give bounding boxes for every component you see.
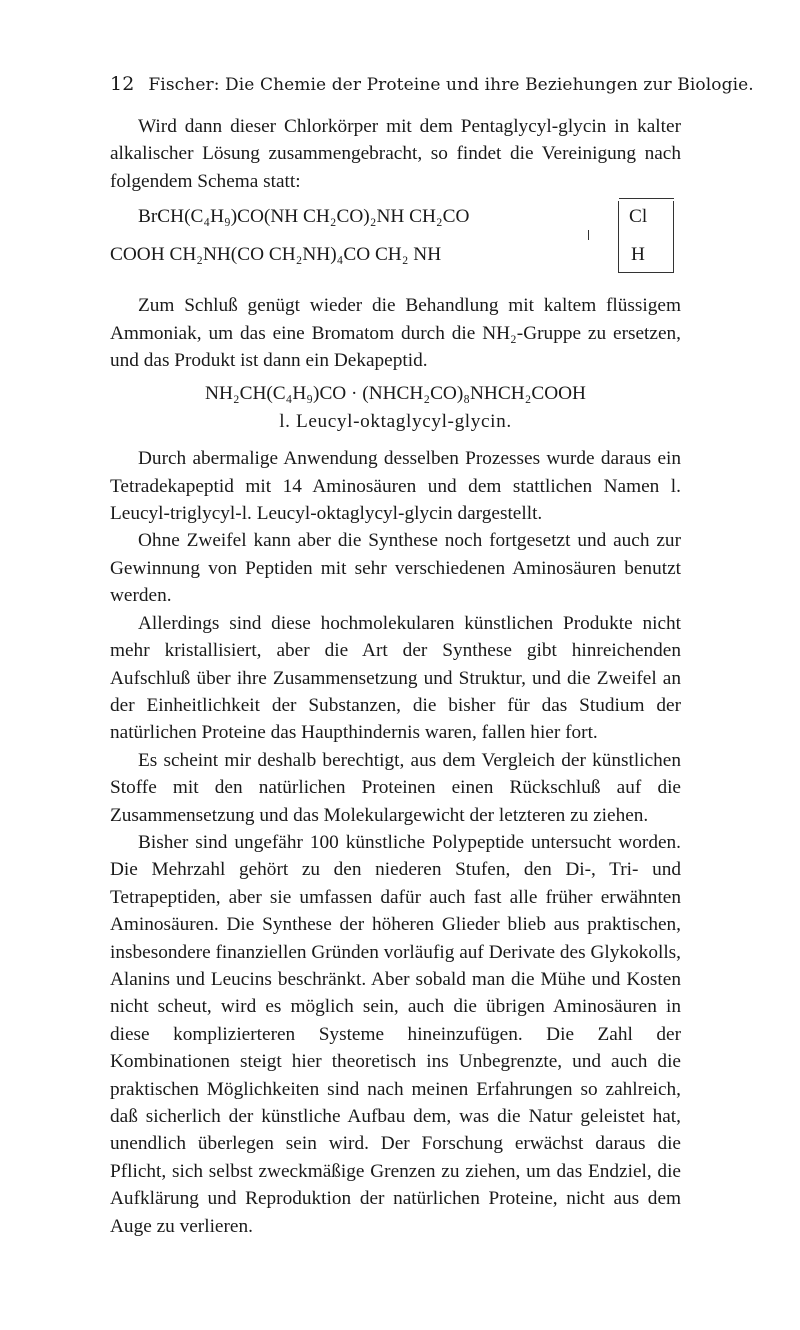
decapeptide-formula: NH₂CH(C₄H₉)CO · (NHCH₂CO)₈NHCH₂COOH [205,383,586,405]
paragraph-4: Ohne Zweifel kann aber die Synthese noch fortgesetzt und auch zur Gewinnung von Peptiden mit sehr verschiedenen Aminosäuren benutzt werden. [110,530,681,607]
body-text [110,113,681,1240]
paragraph-2: Zum Schluß genügt wieder die Behandlung mit kaltem flüssigem Ammoniak, um das eine Bromatom durch die NH₂-Gruppe zu ersetzen, und das Produkt ist dann ein Dekapeptid. [110,295,681,372]
paragraph-1: Wird dann dieser Chlorkörper mit dem Pentaglycyl-glycin in kalter alkalischer Lösung zusammengebracht, so findet die Vereinigung nach folgendem Schema statt: [110,116,681,192]
elimination-box [618,201,674,273]
box-chlorine: Cl [629,206,648,228]
paragraph-5: Allerdings sind diese hochmolekularen künstlichen Produkte nicht mehr kristallisiert, aber die Art der Synthese gibt hinreichenden Aufschluß über ihre Zusammensetzung und Struktur, und die Zweifel an der Einheitlichkeit der Substanzen, die bisher für das Studium der natürlichen Proteine das Haupthindernis waren, fallen hier fort. [110,612,681,744]
schema-line-1: BrCH(C₄H₉)CO(NH CH₂CO)₂NH CH₂CO [138,206,470,228]
page-number: 12 [110,73,135,95]
schema-line-2: COOH CH₂NH(CO CH₂NH)₄CO CH₂ NH [110,244,442,266]
paragraph-3: Durch abermalige Anwendung desselben Prozesses wurde daraus ein Tetradekapeptid mit 14 Aminosäuren und dem stattlichen Namen l. Leucyl-triglycyl-l. Leucyl-oktaglycyl-glycin dargestellt. [110,448,681,525]
box-hydrogen: H [631,244,645,266]
reaction-schema [110,201,681,289]
bond-tick [588,230,589,240]
running-title: Fischer: Die Chemie der Proteine und ihre Beziehungen zur Biologie. [148,75,754,95]
paragraph-7: Bisher sind ungefähr 100 künstliche Polypeptide untersucht worden. Die Mehrzahl gehört zu den niederen Stufen, den Di-, Tri- und Tetrapeptiden, aber sie umfassen dafür auch fast alle früher erwähnten Aminosäuren. Die Synthese der höheren Glieder blieb aus praktischen, insbesondere finanziellen Gründen vorläufig auf Derivate des Glykokolls, Alanins und Leucins beschränkt. Aber sobald man die Mühe und Kosten nicht scheut, wird es möglich sein, auch die übrigen Aminosäuren in diese komplizierteren Systeme hineinzufügen. Die Zahl der Kombinationen steigt hier theoretisch ins Unbegrenzte, und auch die praktischen Möglichkeiten sind nach meinen Erfahrungen so zahlreich, daß sicherlich der künstliche Aufbau dem, was die Natur geleistet hat, unendlich überlegen sein wird. Der Forschung erwächst daraus die Pflicht, sich selbst zweckmäßige Grenzen zu ziehen, um das Endziel, die Aufklärung und Reproduktion der natürlichen Proteine, nicht aus dem Auge zu verlieren. [110,831,681,1237]
paragraph-6: Es scheint mir deshalb berechtigt, aus dem Vergleich der künstlichen Stoffe mit den natürlichen Proteinen einen Rückschluß auf die Zusammensetzung und das Molekulargewicht der letzteren zu ziehen. [110,749,681,826]
decapeptide-name: l. Leucyl-oktaglycyl-glycin. [279,410,512,432]
running-header [110,73,754,95]
